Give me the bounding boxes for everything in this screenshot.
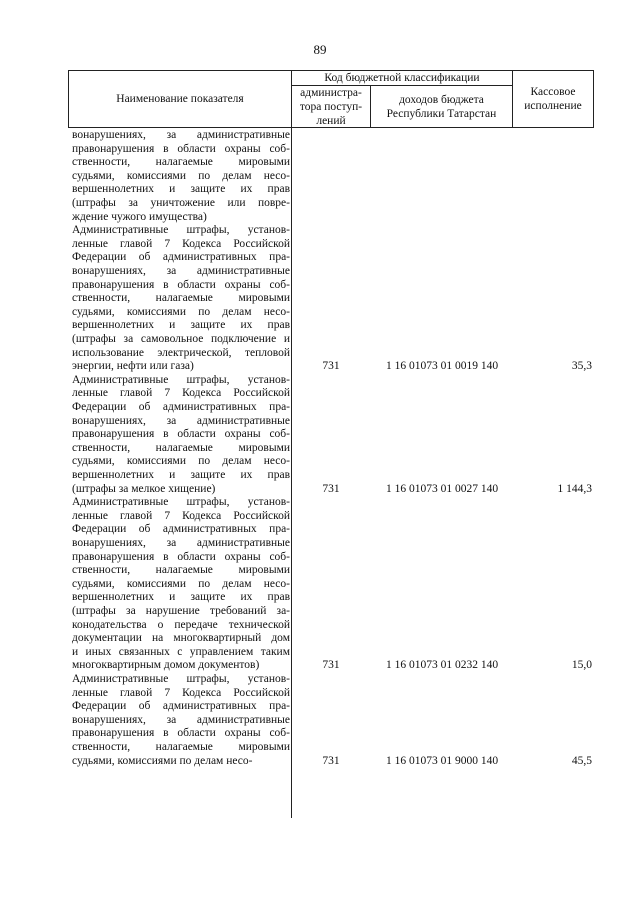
description-line: Административные штрафы, установ- — [72, 373, 290, 386]
description-line: энергии, нефти или газа) — [72, 360, 194, 373]
amount-cell: 45,5 — [571, 754, 592, 767]
description-line: правонарушения в области охраны соб- — [72, 428, 290, 441]
header-admin-line: тора поступ- — [299, 100, 363, 113]
description-line: Федерации об административных пра- — [72, 400, 290, 413]
description-line: Федерации об административных пра- — [72, 523, 290, 536]
header-cash-line: исполнение — [524, 100, 582, 112]
description-line: правонарушения в области охраны соб- — [72, 142, 290, 155]
description-line: вонарушениях, за административные — [72, 129, 290, 141]
description-line: вонарушениях, за административные — [72, 264, 290, 277]
description-line: ственности, налагаемые мировыми — [72, 156, 290, 169]
description-line: вонарушениях, за административные — [72, 536, 290, 549]
table-row-description — [72, 224, 290, 374]
admin-code-cell: 731 — [322, 659, 340, 672]
description-line: вершеннолетних и защите их прав — [72, 468, 290, 481]
description-line: документации на многоквартирный дом — [72, 632, 290, 645]
amount-cell: 35,3 — [571, 360, 592, 373]
description-line: судьями, комиссиями по делам несо- — [72, 455, 290, 468]
description-line: вонарушениях, за административные — [72, 713, 290, 726]
header-name-label: Наименование показателя — [116, 93, 244, 105]
description-line: ственности, налагаемые мировыми — [72, 740, 290, 753]
description-line: Административные штрафы, установ- — [72, 496, 290, 509]
amount-cell: 1 144,3 — [557, 482, 592, 495]
description-line: (штрафы за уничтожение или повре- — [72, 196, 290, 209]
description-line: вершеннолетних и защите их прав — [72, 319, 290, 332]
description-line: и иных связанных с управлением таким — [72, 645, 290, 658]
header-income-line: Республики Татарстан — [386, 107, 497, 120]
admin-code-cell: 731 — [322, 482, 340, 495]
header-admin-column — [291, 85, 371, 128]
description-line: ственности, налагаемые мировыми — [72, 441, 290, 454]
description-line: ственности, налагаемые мировыми — [72, 292, 290, 305]
description-line: ственности, налагаемые мировыми — [72, 564, 290, 577]
description-line: правонарушения в области охраны соб- — [72, 550, 290, 563]
income-code-cell: 1 16 01073 01 9000 140 — [385, 754, 499, 767]
description-line: (штрафы за самовольное подключение и — [72, 332, 290, 345]
header-admin-line: администра- — [300, 86, 362, 99]
description-line: ленные главой 7 Кодекса Российской — [72, 387, 290, 400]
admin-code-cell: 731 — [322, 754, 340, 767]
description-line: ленные главой 7 Кодекса Российской — [72, 237, 290, 250]
description-line: вершеннолетних и защите их прав — [72, 591, 290, 604]
header-name-column — [68, 70, 292, 128]
income-code-cell: 1 16 01073 01 0027 140 — [385, 482, 499, 495]
table-row-description — [72, 129, 290, 224]
description-line: вершеннолетних и защите их прав — [72, 183, 290, 196]
header-income-line: доходов бюджета — [399, 93, 484, 106]
description-line: судьями, комиссиями по делам несо- — [72, 754, 253, 767]
description-line: вонарушениях, за административные — [72, 414, 290, 427]
header-cash-line: Кассовое — [530, 86, 576, 98]
description-line: судьями, комиссиями по делам несо- — [72, 169, 290, 182]
table-row-description — [72, 496, 290, 673]
header-code-group — [291, 70, 513, 86]
description-line: судьями, комиссиями по делам несо- — [72, 577, 290, 590]
page-number: 89 — [313, 42, 327, 57]
description-line: (штрафы за мелкое хищение) — [72, 482, 216, 495]
amount-cell: 15,0 — [571, 659, 592, 672]
description-line: Административные штрафы, установ- — [72, 673, 290, 685]
description-line: ленные главой 7 Кодекса Российской — [72, 509, 290, 522]
admin-code-cell: 731 — [322, 360, 340, 373]
description-line: правонарушения в области охраны соб- — [72, 278, 290, 291]
header-income-column — [370, 85, 513, 128]
description-line: конодательства о передаче технической — [72, 618, 290, 631]
description-line: Административные штрафы, установ- — [72, 224, 290, 237]
description-line: многоквартирным домом документов) — [72, 659, 260, 672]
income-code-cell: 1 16 01073 01 0232 140 — [385, 659, 499, 672]
description-line: Федерации об административных пра- — [72, 251, 290, 264]
description-line: судьями, комиссиями по делам несо- — [72, 305, 290, 318]
description-line: ждение чужого имущества) — [72, 210, 207, 223]
table-row-description — [72, 673, 290, 768]
header-admin-line: лений — [316, 114, 346, 127]
description-line: правонарушения в области охраны соб- — [72, 727, 290, 740]
description-line: ленные главой 7 Кодекса Российской — [72, 686, 290, 699]
description-line: Федерации об административных пра- — [72, 700, 290, 713]
header-cash-column — [512, 70, 594, 128]
table-row-description — [72, 374, 290, 496]
description-line: использование электрической, тепловой — [72, 346, 290, 359]
income-code-cell: 1 16 01073 01 0019 140 — [385, 360, 499, 373]
column-separator — [291, 128, 292, 818]
header-code-group-label: Код бюджетной классификации — [324, 72, 480, 84]
description-line: (штрафы за нарушение требований за- — [72, 604, 290, 617]
